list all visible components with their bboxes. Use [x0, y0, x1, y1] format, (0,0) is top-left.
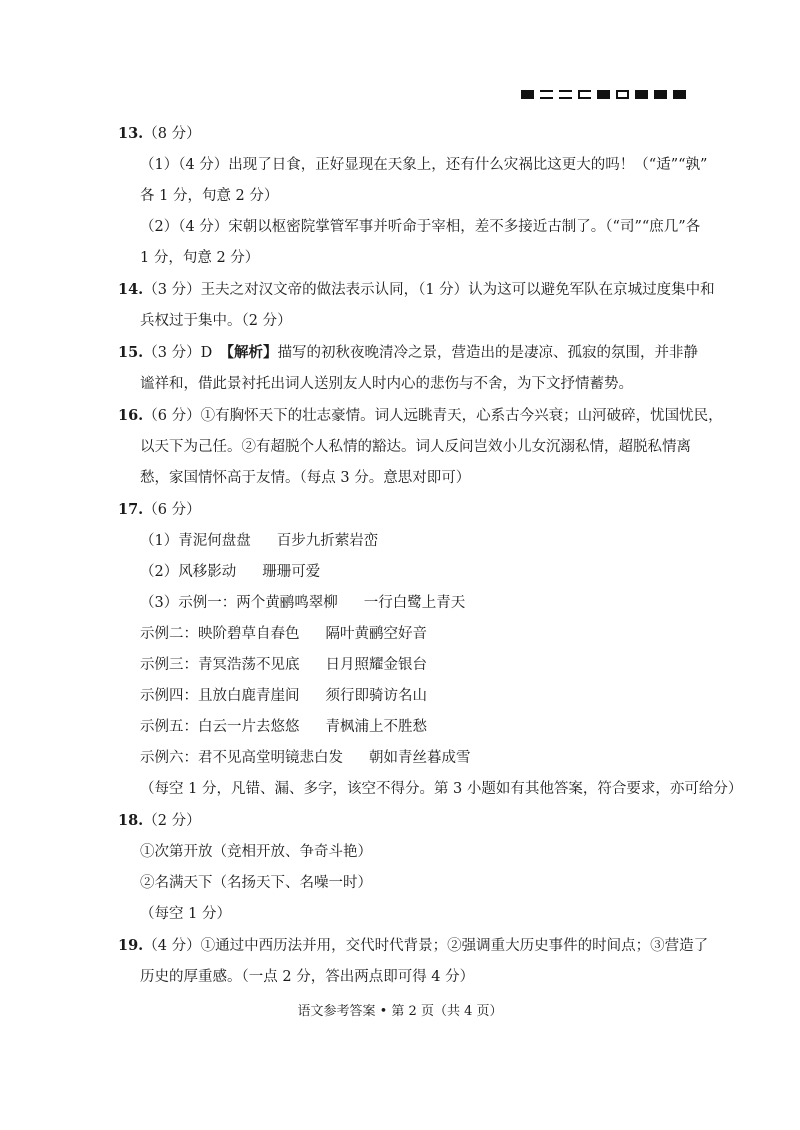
answer-page	[118, 118, 743, 993]
verse-a: 示例六：君不见高堂明镜悲白发	[140, 750, 343, 766]
header-mark	[559, 90, 572, 99]
verse-a: 示例四：且放白鹿青崖间	[140, 688, 300, 704]
answer-line: 兵权过于集中。（2 分）	[140, 313, 292, 329]
header-marks	[521, 90, 686, 99]
header-mark	[635, 90, 648, 99]
page-footer: 语文参考答案 • 第 2 页（共 4 页）	[297, 1004, 503, 1019]
question-points: （6 分）	[143, 502, 201, 518]
header-mark	[616, 90, 629, 99]
question-number: 19.	[118, 937, 144, 954]
verse-b: 须行即骑访名山	[325, 688, 427, 704]
answer-choice: （3 分）D	[143, 345, 227, 361]
scoring-note: （每空 1 分，凡错、漏、多字，该空不得分。第 3 小题如有其他答案，符合要求，亦可给分）	[140, 781, 743, 797]
verse-b: 一行白鹭上青天	[363, 595, 466, 611]
header-mark	[540, 90, 553, 99]
question-16	[118, 400, 723, 494]
analysis-tag: 【解析】	[226, 344, 278, 361]
header-mark	[654, 90, 667, 99]
answer-line: ①次第开放（竞相开放、争奇斗艳）	[140, 844, 372, 860]
answer-line: 愁，家国情怀高于友情。（每点 3 分。意思对即可）	[140, 470, 471, 486]
question-number: 18.	[118, 812, 144, 829]
verse-b: 隔叶黄鹂空好音	[325, 626, 427, 642]
verse-b: 青枫浦上不胜愁	[325, 719, 427, 735]
question-15	[118, 337, 698, 400]
header-mark	[578, 90, 591, 99]
answer-line	[118, 743, 698, 774]
answer-line	[118, 712, 698, 743]
verse-a: 示例三：青冥浩荡不见底	[140, 657, 300, 673]
header-mark	[673, 90, 686, 99]
question-points: （8 分）	[143, 126, 201, 142]
question-number: 17.	[118, 501, 144, 518]
question-17	[118, 494, 743, 805]
question-points: （2 分）	[143, 813, 201, 829]
verse-b: 百步九折萦岩峦	[276, 533, 379, 549]
answer-line: （4 分）①通过中西历法并用，交代时代背景；②强调重大历史事件的时间点；③营造了	[143, 938, 709, 954]
answer-line	[118, 681, 698, 712]
verse-b: 珊珊可爱	[262, 564, 321, 580]
answer-line	[118, 557, 698, 588]
header-mark	[597, 90, 610, 99]
answer-line: 描写的初秋夜晚清冷之景，营造出的是凄凉、孤寂的氛围，并非静	[277, 345, 698, 361]
question-number: 15.	[118, 344, 144, 361]
answer-line: 各 1 分，句意 2 分）	[140, 188, 279, 204]
answer-line: 历史的厚重感。（一点 2 分，答出两点即可得 4 分）	[140, 969, 475, 985]
answer-line: （3 分）王夫之对汉文帝的做法表示认同，（1 分）认为这可以避免军队在京城过度集中和	[143, 282, 715, 298]
answer-line	[118, 619, 698, 650]
answer-line	[118, 526, 698, 557]
question-13	[118, 118, 708, 274]
verse-b: 朝如青丝暮成雪	[369, 750, 471, 766]
answer-line: ②名满天下（名扬天下、名噪一时）	[140, 875, 372, 891]
answer-line	[118, 588, 698, 619]
scoring-note: （每空 1 分）	[140, 906, 231, 922]
question-number: 14.	[118, 281, 144, 298]
verse-a: 示例五：白云一片去悠悠	[140, 719, 300, 735]
verse-b: 日月照耀金银台	[325, 657, 427, 673]
verse-a: （3）示例一：两个黄鹂鸣翠柳	[140, 595, 338, 611]
verse-a: （1）青泥何盘盘	[140, 533, 251, 549]
answer-line: （6 分）①有胸怀天下的壮志豪情。词人远眺青天，心系古今兴衰；山河破碎，忧国忧民，	[143, 408, 723, 424]
question-14	[118, 274, 715, 337]
answer-line: （2）（4 分）宋朝以枢密院掌管军事并听命于宰相，差不多接近古制了。（“司”“庶几”各	[140, 219, 701, 235]
question-number: 16.	[118, 407, 144, 424]
header-mark	[521, 90, 534, 99]
question-18	[118, 805, 698, 930]
question-number: 13.	[118, 125, 144, 142]
answer-line	[118, 650, 698, 681]
verse-a: （2）风移影动	[140, 564, 237, 580]
answer-line: 1 分，句意 2 分）	[140, 250, 260, 266]
verse-a: 示例二：映阶碧草自春色	[140, 626, 300, 642]
question-19	[118, 930, 709, 993]
answer-line: （1）（4 分）出现了日食，正好显现在天象上，还有什么灾祸比这更大的吗！（“适”“孰”	[140, 157, 708, 173]
answer-line: 谧祥和，借此景衬托出词人送别友人时内心的悲伤与不舍，为下文抒情蓄势。	[140, 376, 633, 392]
answer-line: 以天下为己任。②有超脱个人私情的豁达。词人反问岂效小儿女沉溺私情，超脱私情离	[140, 439, 691, 455]
